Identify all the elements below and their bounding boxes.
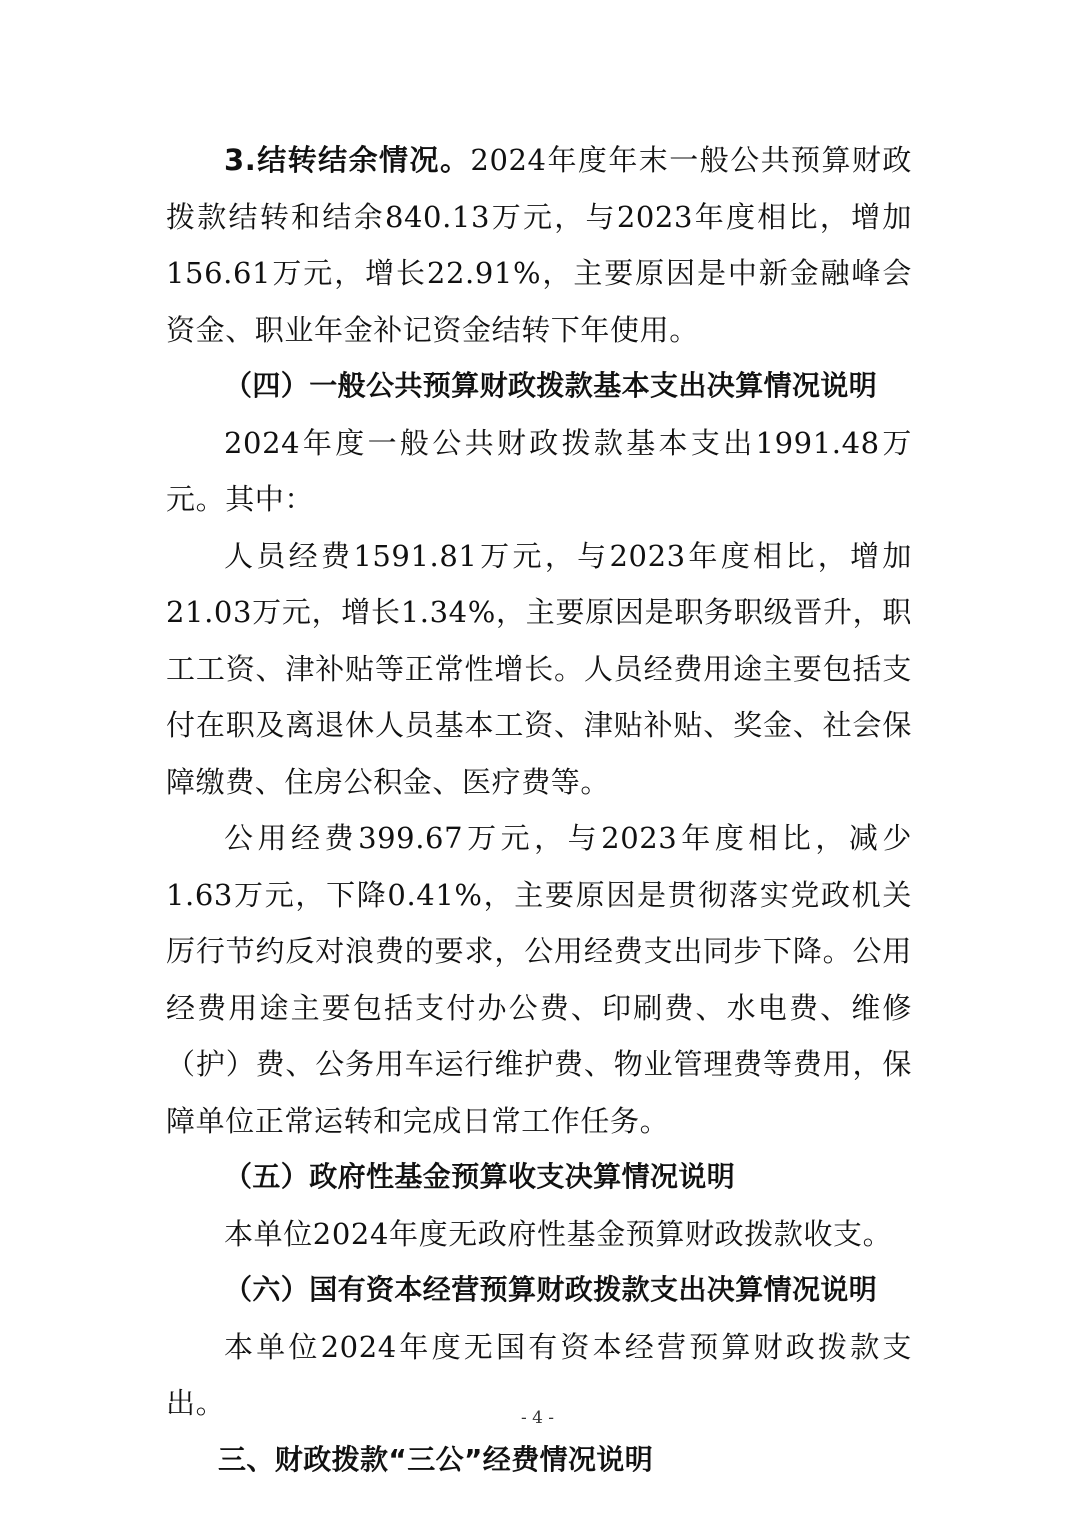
paragraph-lead-title: 3.结转结余情况。 [224, 143, 471, 177]
page-number: - 4 - [520, 1408, 555, 1428]
paragraph-carryover-balance [166, 132, 912, 358]
paragraph-government-fund: 本单位2024年度无政府性基金预算财政拨款收支。 [224, 1216, 893, 1251]
section-heading-basic-expenditure: （四）一般公共预算财政拨款基本支出决算情况说明 [224, 369, 878, 402]
paragraph-text: 2024年度年末一般公共预算财政拨款结转和结余840.13万元，与2023年度相比，增加156.61万元，增长22.91%，主要原因是中新金融峰会资金、职业年金补记资金结转下年使用。 [166, 143, 912, 347]
section-heading-state-capital: （六）国有资本经营预算财政拨款支出决算情况说明 [224, 1273, 878, 1306]
paragraph-personnel-expenses: 人员经费1591.81万元，与2023年度相比，增加21.03万元，增长1.34%，主要原因是职务职级晋升，职工工资、津补贴等正常性增长。人员经费用途主要包括支付在职及离退休人员基本工资、津贴补贴、奖金、社会保障缴费、住房公积金、医疗费等。 [166, 538, 912, 799]
document-body [166, 132, 912, 1488]
paragraph-state-capital: 本单位2024年度无国有资本经营预算财政拨款支出。 [166, 1329, 912, 1420]
paragraph-public-expenses: 公用经费399.67万元，与2023年度相比，减少1.63万元，下降0.41%，主要原因是贯彻落实党政机关厉行节约反对浪费的要求，公用经费支出同步下降。公用经费用途主要包括支付办公费、印刷费、水电费、维修（护）费、公务用车运行维护费、物业管理费等费用，保障单位正常运转和完成日常工作任务。 [166, 821, 912, 1138]
paragraph-basic-expenditure-intro: 2024年度一般公共财政拨款基本支出1991.48万元。其中： [166, 425, 912, 516]
section-heading-three-public-expenses: 三、财政拨款“三公”经费情况说明 [218, 1442, 654, 1476]
section-heading-government-fund: （五）政府性基金预算收支决算情况说明 [224, 1160, 736, 1193]
